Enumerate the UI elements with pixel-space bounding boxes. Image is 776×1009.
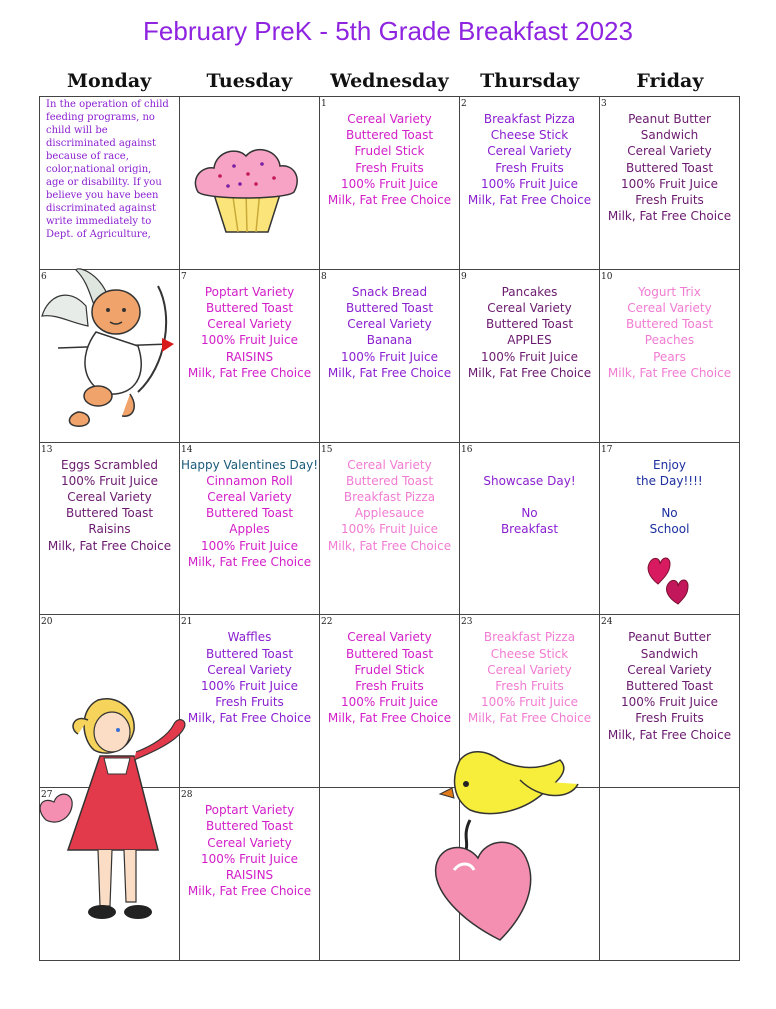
menu-item: Buttered Toast: [345, 646, 434, 661]
menu-item: Fresh Fruits: [495, 679, 564, 693]
menu-item: Eggs Scrambled: [60, 457, 159, 472]
menu-item: Pears: [653, 349, 686, 364]
menu-item: Cereal Variety: [487, 662, 572, 677]
menu-item: 100% Fruit Juice: [340, 695, 438, 710]
day-number: 15: [321, 444, 333, 455]
menu-item: Frudel Stick: [354, 144, 425, 159]
menu-item: 100% Fruit Juice: [200, 851, 298, 866]
menu-item: [460, 457, 599, 473]
menu-item: Pancakes: [501, 284, 558, 299]
menu-item: Banana: [366, 333, 413, 348]
calendar-day-cell: [600, 615, 740, 788]
menu-item: Cereal Variety: [627, 144, 712, 159]
menu-item: Milk, Fat Free Choice: [467, 193, 592, 208]
menu-item: Waffles: [227, 630, 272, 645]
menu-item: Buttered Toast: [625, 317, 714, 332]
menu-item: 100% Fruit Juice: [60, 473, 158, 488]
menu-item: Cinnamon Roll: [206, 473, 293, 488]
calendar-day-cell: [180, 615, 320, 788]
menu-item: Breakfast Pizza: [343, 490, 436, 504]
menu-item: Cereal Variety: [347, 457, 432, 472]
day-number: 21: [181, 617, 193, 628]
calendar-day-cell: [460, 443, 600, 616]
menu-list: [320, 629, 459, 726]
day-number: 6: [41, 271, 47, 282]
menu-item: Buttered Toast: [205, 646, 294, 661]
menu-item: Fresh Fruits: [355, 679, 424, 693]
menu-item: APPLES: [507, 333, 552, 348]
day-number: 7: [181, 271, 187, 282]
menu-item: Cereal Variety: [207, 662, 292, 677]
menu-item: Fresh Fruits: [355, 160, 424, 175]
bird-heart-icon: [430, 740, 580, 944]
menu-item: Sandwich: [640, 128, 699, 143]
menu-item: Cereal Variety: [207, 490, 292, 504]
calendar-day-cell: [600, 270, 740, 443]
menu-item: Peanut Butter: [628, 112, 711, 126]
menu-item: Milk, Fat Free Choice: [607, 365, 732, 380]
menu-item: Milk, Fat Free Choice: [187, 365, 312, 380]
menu-list: [600, 111, 739, 224]
day-number: 1: [321, 99, 327, 109]
menu-list: [40, 457, 179, 554]
weekday-wednesday: Wednesday: [330, 70, 449, 92]
menu-list: [600, 284, 739, 381]
menu-list: [600, 629, 739, 742]
menu-list: [460, 629, 599, 726]
menu-item: Cheese Stick: [490, 128, 569, 143]
menu-item: Raisins: [88, 522, 131, 537]
calendar-day-cell: [600, 788, 740, 961]
non-discrimination-notice: In the operation of child feeding programs, no child will be discriminated against because of race, color,national origin, age or disability. If you believe you have been discriminated against write immediately to Dept. of Agriculture,: [46, 99, 169, 240]
menu-item: Milk, Fat Free Choice: [187, 711, 312, 726]
menu-list: [180, 284, 319, 381]
menu-item: Fresh Fruits: [495, 160, 564, 175]
menu-item: Milk, Fat Free Choice: [47, 538, 172, 553]
menu-item: 100% Fruit Juice: [480, 695, 578, 710]
cupcake-icon: [190, 138, 302, 238]
menu-item: Milk, Fat Free Choice: [467, 365, 592, 380]
calendar-day-cell: [320, 270, 460, 443]
day-number: 22: [321, 617, 333, 628]
menu-item: the Day!!!!: [636, 473, 703, 488]
day-number: 27: [41, 790, 53, 801]
menu-item: 100% Fruit Juice: [340, 349, 438, 364]
menu-item: Milk, Fat Free Choice: [327, 538, 452, 553]
calendar-day-cell: [460, 270, 600, 443]
menu-item: Apples: [229, 522, 270, 537]
menu-item: Cheese Stick: [490, 646, 569, 661]
calendar-day-cell: [320, 97, 460, 270]
cupid-icon: [38, 266, 180, 434]
day-number: 14: [181, 444, 193, 455]
calendar-day-cell: [40, 443, 180, 616]
menu-item: Snack Bread: [351, 284, 428, 299]
menu-item: Cereal Variety: [347, 317, 432, 332]
weekday-friday: Friday: [636, 70, 704, 92]
menu-item: Cereal Variety: [627, 662, 712, 677]
menu-item: Buttered Toast: [345, 301, 434, 315]
menu-item: Showcase Day!: [483, 473, 576, 488]
menu-item: Buttered Toast: [625, 160, 714, 175]
menu-list: [460, 111, 599, 208]
menu-item: Cereal Variety: [207, 317, 292, 332]
weekday-tuesday: Tuesday: [206, 70, 293, 92]
menu-item: Milk, Fat Free Choice: [467, 711, 592, 726]
menu-item: Buttered Toast: [625, 679, 714, 693]
menu-item: RAISINS: [225, 349, 274, 364]
menu-list: [600, 457, 739, 538]
menu-item: Breakfast Pizza: [483, 112, 576, 126]
menu-item: Cereal Variety: [67, 490, 152, 504]
menu-item: 100% Fruit Juice: [340, 522, 438, 537]
menu-item: Fresh Fruits: [635, 193, 704, 208]
menu-item: Milk, Fat Free Choice: [327, 711, 452, 726]
day-number: 24: [601, 617, 613, 628]
menu-item: Cereal Variety: [487, 301, 572, 315]
menu-item: Buttered Toast: [345, 473, 434, 488]
menu-item: Cereal Variety: [347, 112, 432, 126]
menu-item: No: [661, 506, 678, 521]
menu-list: [320, 284, 459, 381]
hearts-icon: [646, 552, 692, 606]
menu-item: Milk, Fat Free Choice: [187, 554, 312, 569]
menu-item: Fresh Fruits: [635, 711, 704, 726]
menu-item: Milk, Fat Free Choice: [327, 365, 452, 380]
menu-item: Milk, Fat Free Choice: [327, 193, 452, 208]
menu-item: Buttered Toast: [65, 506, 154, 521]
menu-item: Sandwich: [640, 646, 699, 661]
menu-item: 100% Fruit Juice: [620, 695, 718, 710]
menu-item: Buttered Toast: [205, 301, 294, 315]
menu-item: Peanut Butter: [628, 630, 711, 645]
menu-item: Enjoy: [653, 457, 686, 472]
menu-list: [180, 629, 319, 726]
menu-item: 100% Fruit Juice: [200, 679, 298, 693]
menu-item: 100% Fruit Juice: [480, 176, 578, 191]
menu-item: Frudel Stick: [354, 662, 425, 677]
day-number: 20: [41, 617, 53, 628]
day-number: 28: [181, 790, 193, 801]
calendar-day-cell: [320, 443, 460, 616]
day-number: 10: [601, 271, 613, 282]
girl-icon: [38, 680, 194, 930]
weekday-thursday: Thursday: [480, 70, 580, 92]
calendar-week-row: [40, 97, 740, 270]
menu-item: Cereal Variety: [487, 144, 572, 159]
menu-item: Buttered Toast: [485, 317, 574, 332]
page-title: February PreK - 5th Grade Breakfast 2023: [143, 16, 633, 46]
menu-item: Yogurt Trix: [638, 284, 701, 299]
menu-item: [460, 489, 599, 505]
menu-item: Milk, Fat Free Choice: [187, 884, 312, 899]
calendar-day-cell: [180, 270, 320, 443]
calendar-day-cell: [180, 788, 320, 961]
day-number: 23: [461, 617, 473, 628]
menu-list: [320, 457, 459, 554]
calendar-week-row: [40, 443, 740, 616]
menu-item: Milk, Fat Free Choice: [607, 209, 732, 224]
menu-item: Applesauce: [354, 506, 425, 521]
menu-item: Cereal Variety: [207, 835, 292, 850]
menu-item: Poptart Variety: [204, 284, 295, 299]
day-number: 3: [601, 99, 607, 109]
menu-list: [320, 111, 459, 208]
weekday-monday: Monday: [67, 70, 152, 92]
calendar-day-cell: [600, 97, 740, 270]
menu-item: Buttered Toast: [205, 506, 294, 521]
menu-item: Cereal Variety: [347, 630, 432, 645]
menu-item: Milk, Fat Free Choice: [607, 727, 732, 742]
menu-list: [180, 457, 319, 570]
menu-item: 100% Fruit Juice: [200, 333, 298, 348]
menu-item: Breakfast: [500, 522, 559, 537]
menu-item: Peaches: [644, 333, 695, 348]
day-number: 9: [461, 271, 467, 282]
menu-item: Poptart Variety: [204, 803, 295, 818]
menu-item: 100% Fruit Juice: [480, 349, 578, 364]
menu-item: Buttered Toast: [205, 819, 294, 834]
weekday-header: [39, 70, 740, 94]
menu-item: 100% Fruit Juice: [340, 176, 438, 191]
menu-item: 100% Fruit Juice: [620, 176, 718, 191]
day-number: 17: [601, 444, 613, 455]
menu-item: 100% Fruit Juice: [200, 538, 298, 553]
day-number: 8: [321, 271, 327, 282]
menu-item: Cereal Variety: [627, 301, 712, 315]
calendar-day-cell: [180, 443, 320, 616]
menu-item: [600, 489, 739, 505]
menu-item: Breakfast Pizza: [483, 630, 576, 645]
day-number: 13: [41, 444, 53, 455]
calendar-day-cell: [460, 97, 600, 270]
day-number: 2: [461, 99, 467, 109]
menu-item: Fresh Fruits: [215, 695, 284, 710]
menu-list: [460, 284, 599, 381]
menu-list: [460, 457, 599, 538]
holiday-heading: Happy Valentines Day!: [180, 457, 319, 472]
menu-list: [180, 802, 319, 899]
day-number: 16: [461, 444, 473, 455]
menu-item: RAISINS: [225, 868, 274, 882]
menu-item: No: [521, 506, 538, 521]
menu-item: School: [649, 522, 690, 537]
calendar-day-cell: [40, 97, 180, 270]
menu-item: Buttered Toast: [345, 128, 434, 143]
